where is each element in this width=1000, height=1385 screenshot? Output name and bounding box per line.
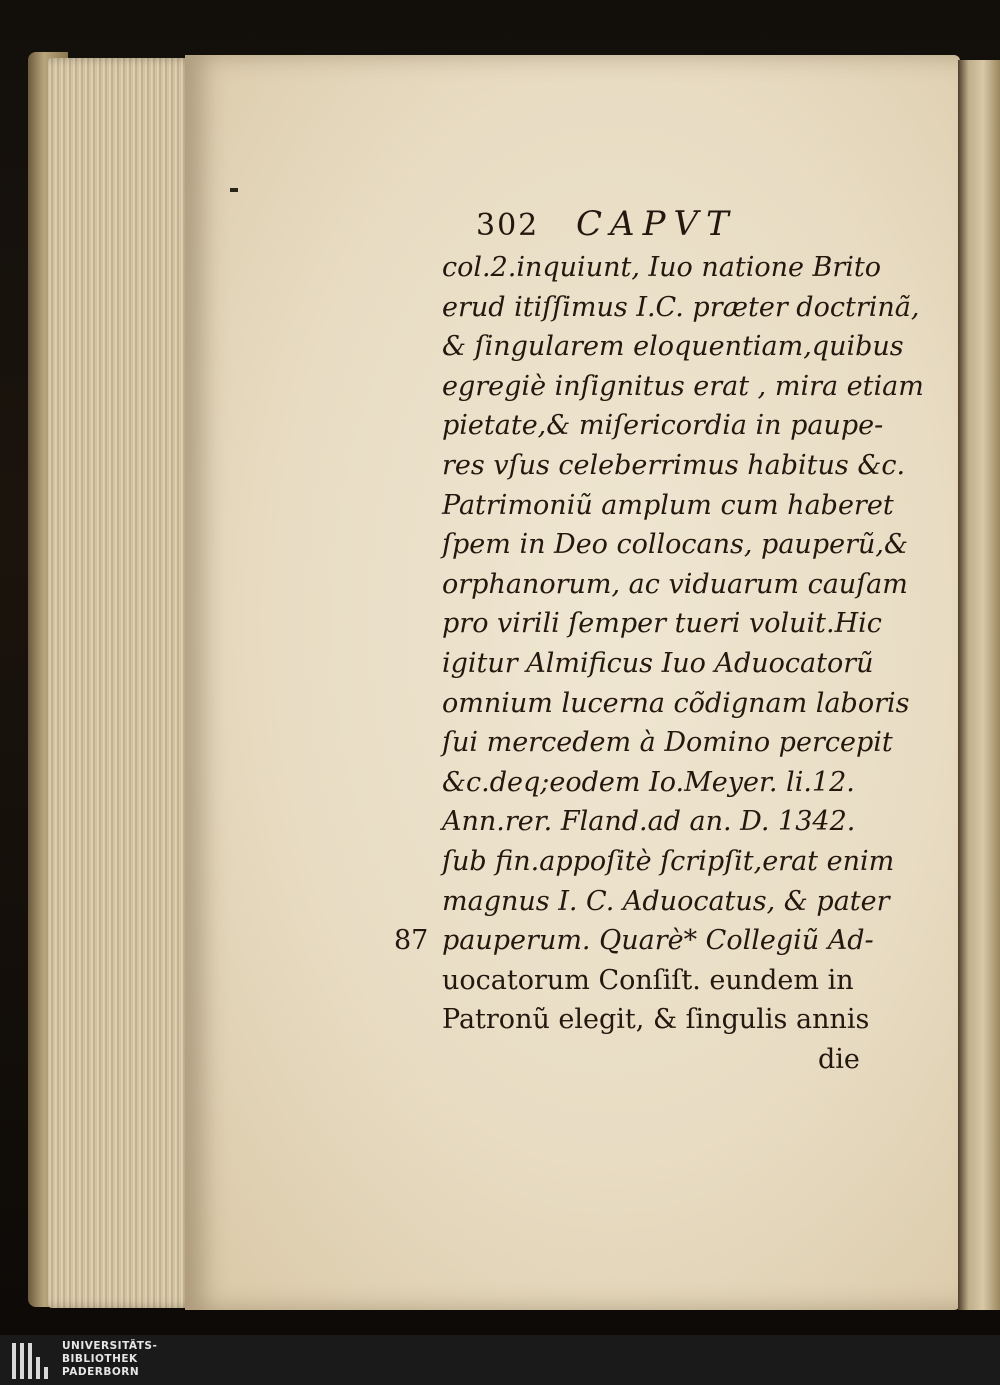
text-line: &c.deq;eodem Io.Meyer. li.12.	[442, 766, 855, 798]
running-head: CAPVT	[576, 204, 737, 244]
text-line: & ſingularem eloquentiam,quibus	[442, 331, 904, 363]
library-name: UNIVERSITÄTS- BIBLIOTHEK PADERBORN	[62, 1340, 158, 1378]
library-logo-icon	[12, 1343, 50, 1379]
text-line: erud itiſſimus I.C. præter doctrinã,	[442, 291, 920, 323]
text-line: res vſus celeberrimus habitus &c.	[442, 449, 906, 481]
text-line: col.2.inquiunt, Iuo natione Brito	[442, 252, 882, 283]
page-number: 302	[476, 208, 540, 243]
page-text	[394, 200, 928, 1079]
text-line: Patronũ elegit, & ſingulis annis	[442, 1004, 870, 1036]
catchword: die	[818, 1043, 860, 1075]
text-line: Ann.rer. Fland.ad an. D. 1342.	[442, 806, 856, 838]
text-line: orphanorum, ac viduarum cauſam	[442, 568, 908, 600]
text-line: ſub fin.appoſitè ſcripſit,erat enim	[442, 845, 895, 877]
text-line: ſpem in Deo collocans, pauperũ,&	[442, 529, 908, 561]
text-line: Patrimoniũ amplum cum haberet	[442, 489, 894, 521]
text-line: omnium lucerna cõdignam laboris	[442, 687, 910, 719]
ink-mark	[230, 188, 238, 192]
facing-page-edge	[958, 60, 1000, 1310]
margin-note: 87	[394, 925, 429, 957]
page-stack-edge	[48, 58, 198, 1308]
text-line: 87 pauperum. Quarè* Collegiũ Ad-	[428, 921, 928, 961]
text-line: egregiè inſignitus erat , mira etiam	[442, 370, 924, 402]
text-line: ſui mercedem à Domino percepit	[442, 727, 893, 759]
text-line: magnus I. C. Aduocatus, & pater	[442, 885, 890, 917]
text-line: pietate,& miſericordia in paupe-	[442, 410, 884, 442]
footer-bar	[0, 1335, 1000, 1385]
text-line: uocatorum Conſiſt. eundem in	[442, 964, 854, 996]
text-line: pro virili ſemper tueri voluit.Hic	[442, 608, 882, 640]
text-line: igitur Almificus Iuo Aduocatorũ	[442, 647, 874, 679]
page-header	[428, 200, 928, 248]
